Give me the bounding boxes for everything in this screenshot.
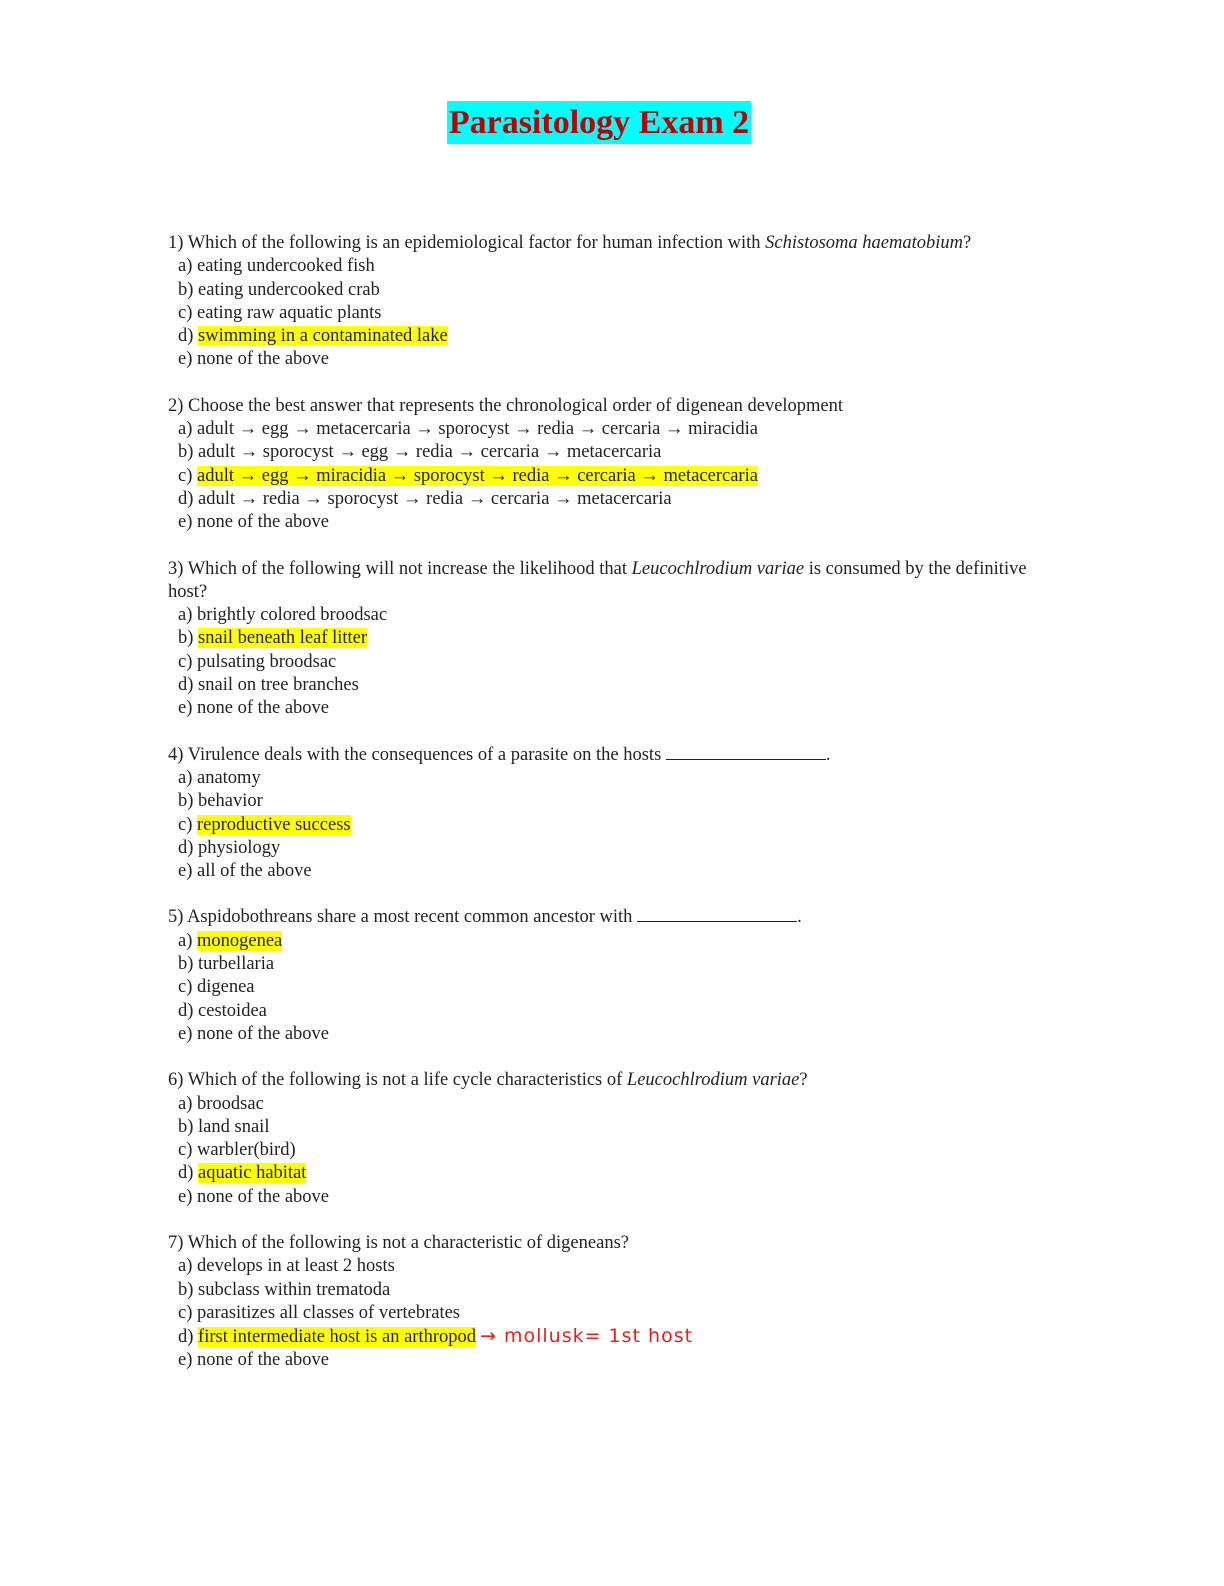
option-letter: b) (178, 791, 199, 812)
option-letter: b) (178, 954, 199, 975)
question-number: 7) (168, 1232, 188, 1253)
option-d (168, 1162, 1038, 1185)
answer-blank (666, 747, 826, 760)
species-name: Leucochlrodium variae (626, 1070, 800, 1091)
option-c (168, 1302, 1038, 1325)
option-letter: e) (178, 698, 197, 719)
period: . (797, 907, 802, 928)
option-letter: d) (178, 326, 199, 347)
option-e (168, 1349, 1038, 1372)
option-e (168, 1186, 1038, 1209)
question-stem (168, 395, 1038, 418)
option-letter: c) (178, 651, 197, 672)
option-text: adult → egg → metacercaria → sporocyst → redia → cercaria → miracidia (197, 419, 758, 440)
question-2 (168, 395, 1038, 535)
option-letter: e) (178, 1023, 197, 1044)
option-letter: d) (178, 837, 199, 858)
question-6 (168, 1069, 1038, 1209)
option-text: adult → redia → sporocyst → redia → cercaria → metacercaria (198, 488, 672, 509)
option-letter: b) (178, 279, 199, 300)
option-a (168, 604, 1038, 627)
option-b (168, 441, 1038, 464)
option-b (168, 1279, 1038, 1302)
option-text: eating undercooked fish (197, 256, 375, 277)
question-text: Aspidobothreans share a most recent common ancestor with (187, 907, 638, 928)
option-e (168, 860, 1038, 883)
option-text: parasitizes all classes of vertebrates (197, 1302, 460, 1323)
question-stem (168, 744, 1038, 767)
option-letter: b) (178, 628, 199, 649)
question-number: 1) (168, 233, 188, 253)
option-text: brightly colored broodsac (197, 605, 388, 626)
option-e (168, 697, 1038, 720)
question-5 (168, 906, 1038, 1046)
option-text: turbellaria (198, 954, 275, 975)
question-3 (168, 558, 1038, 721)
option-b (168, 627, 1038, 650)
option-letter: a) (178, 419, 197, 440)
question-number: 5) (168, 907, 188, 928)
option-d (168, 837, 1038, 860)
option-text: eating undercooked crab (198, 279, 380, 300)
option-a (168, 418, 1038, 441)
option-letter: e) (178, 349, 197, 370)
question-7 (168, 1232, 1038, 1373)
option-letter: d) (178, 1000, 199, 1021)
question-text: Which of the following will not increase the likelihood that (187, 558, 632, 579)
option-a (168, 1255, 1038, 1278)
option-letter: e) (178, 512, 197, 533)
question-4 (168, 744, 1038, 884)
option-letter: a) (178, 1256, 197, 1277)
question-number: 2) (168, 395, 189, 416)
question-number: 6) (168, 1070, 188, 1091)
option-c (168, 465, 1038, 488)
option-text: cestoidea (198, 1000, 267, 1021)
option-text: none of the above (197, 349, 330, 370)
option-letter: d) (178, 1327, 199, 1348)
option-text: land snail (198, 1116, 270, 1137)
option-letter: a) (178, 930, 197, 951)
option-letter: e) (178, 1350, 197, 1371)
option-letter: c) (178, 814, 197, 835)
option-d (168, 1325, 1038, 1349)
option-d (168, 1000, 1038, 1023)
question-number: 4) (168, 744, 188, 765)
question-number: 3) (168, 558, 188, 579)
highlighted-answer: monogenea (197, 930, 283, 951)
option-text: physiology (198, 837, 281, 858)
option-d (168, 674, 1038, 697)
question-text: Choose the best answer that represents the chronological order of digenean development (188, 395, 844, 416)
option-d (168, 488, 1038, 511)
option-letter: d) (178, 675, 199, 696)
question-stem (168, 232, 1038, 255)
question-text-end: ? (963, 233, 972, 253)
option-letter: c) (178, 977, 197, 998)
highlighted-answer: swimming in a contaminated lake (198, 326, 448, 347)
option-c (168, 651, 1038, 674)
option-text: none of the above (197, 1350, 330, 1371)
page-title: Parasitology Exam 2 (447, 101, 751, 144)
question-text: Virulence deals with the consequences of a parasite on the hosts (187, 744, 666, 765)
question-text-end: ? (799, 1070, 808, 1091)
option-letter: b) (178, 1116, 199, 1137)
option-letter: a) (178, 767, 197, 788)
question-1 (168, 232, 1038, 372)
question-text-end: is consumed by the definitive host? (168, 558, 1027, 602)
option-letter: b) (178, 442, 199, 463)
option-b (168, 790, 1038, 813)
option-a (168, 1093, 1038, 1116)
option-text: behavior (198, 791, 263, 812)
option-c (168, 814, 1038, 837)
question-stem (168, 558, 1038, 605)
species-name: Leucochlrodium variae (631, 558, 805, 579)
option-a (168, 767, 1038, 790)
option-c (168, 302, 1038, 325)
option-text: anatomy (197, 767, 261, 788)
question-stem (168, 906, 1038, 929)
option-letter: c) (178, 1302, 197, 1323)
option-letter: c) (178, 465, 197, 486)
question-text: Which of the following is not a life cycle characteristics of (187, 1070, 627, 1091)
exam-questions (168, 232, 1038, 1396)
question-text: Which of the following is an epidemiological factor for human infection with (187, 233, 766, 253)
option-text: subclass within trematoda (198, 1279, 391, 1300)
option-text: digenea (197, 977, 255, 998)
option-c (168, 1139, 1038, 1162)
option-text: snail on tree branches (198, 675, 359, 696)
option-text: eating raw aquatic plants (197, 302, 382, 323)
option-letter: c) (178, 1140, 197, 1161)
handwritten-note: → mollusk= 1st host (480, 1325, 694, 1348)
option-text: develops in at least 2 hosts (197, 1256, 395, 1277)
highlighted-answer: reproductive success (197, 814, 351, 835)
option-letter: b) (178, 1279, 199, 1300)
question-stem (168, 1232, 1038, 1255)
option-text: none of the above (197, 1186, 330, 1207)
period: . (825, 744, 831, 765)
option-e (168, 511, 1038, 534)
option-letter: a) (178, 605, 197, 626)
highlighted-answer: snail beneath leaf litter (198, 628, 368, 649)
option-text: none of the above (197, 512, 330, 533)
option-a (168, 930, 1038, 953)
answer-blank (637, 909, 797, 922)
option-text: broodsac (197, 1093, 264, 1114)
option-text: warbler(bird) (197, 1140, 296, 1161)
option-a (168, 255, 1038, 278)
option-e (168, 348, 1038, 371)
option-letter: a) (178, 256, 197, 277)
option-text: none of the above (197, 698, 330, 719)
option-letter: d) (178, 488, 199, 509)
title-wrapper (0, 101, 1198, 144)
option-text: pulsating broodsac (197, 651, 337, 672)
option-letter: a) (178, 1093, 197, 1114)
option-text: all of the above (197, 861, 312, 882)
option-letter: e) (178, 1186, 197, 1207)
option-letter: d) (178, 1163, 199, 1184)
question-text: Which of the following is not a characteristic of digeneans? (187, 1232, 629, 1253)
highlighted-answer: aquatic habitat (198, 1163, 307, 1184)
highlighted-answer: adult → egg → miracidia → sporocyst → redia → cercaria → metacercaria (197, 465, 758, 486)
option-letter: c) (178, 302, 197, 323)
option-letter: e) (178, 861, 197, 882)
option-text: none of the above (197, 1023, 330, 1044)
option-e (168, 1023, 1038, 1046)
question-stem (168, 1069, 1038, 1092)
species-name: Schistosoma haematobium (765, 233, 963, 253)
option-text: adult → sporocyst → egg → redia → cercaria → metacercaria (198, 442, 662, 463)
option-b (168, 953, 1038, 976)
option-b (168, 279, 1038, 302)
option-d (168, 325, 1038, 348)
option-c (168, 976, 1038, 999)
option-b (168, 1116, 1038, 1139)
highlighted-answer: first intermediate host is an arthropod (198, 1327, 476, 1348)
